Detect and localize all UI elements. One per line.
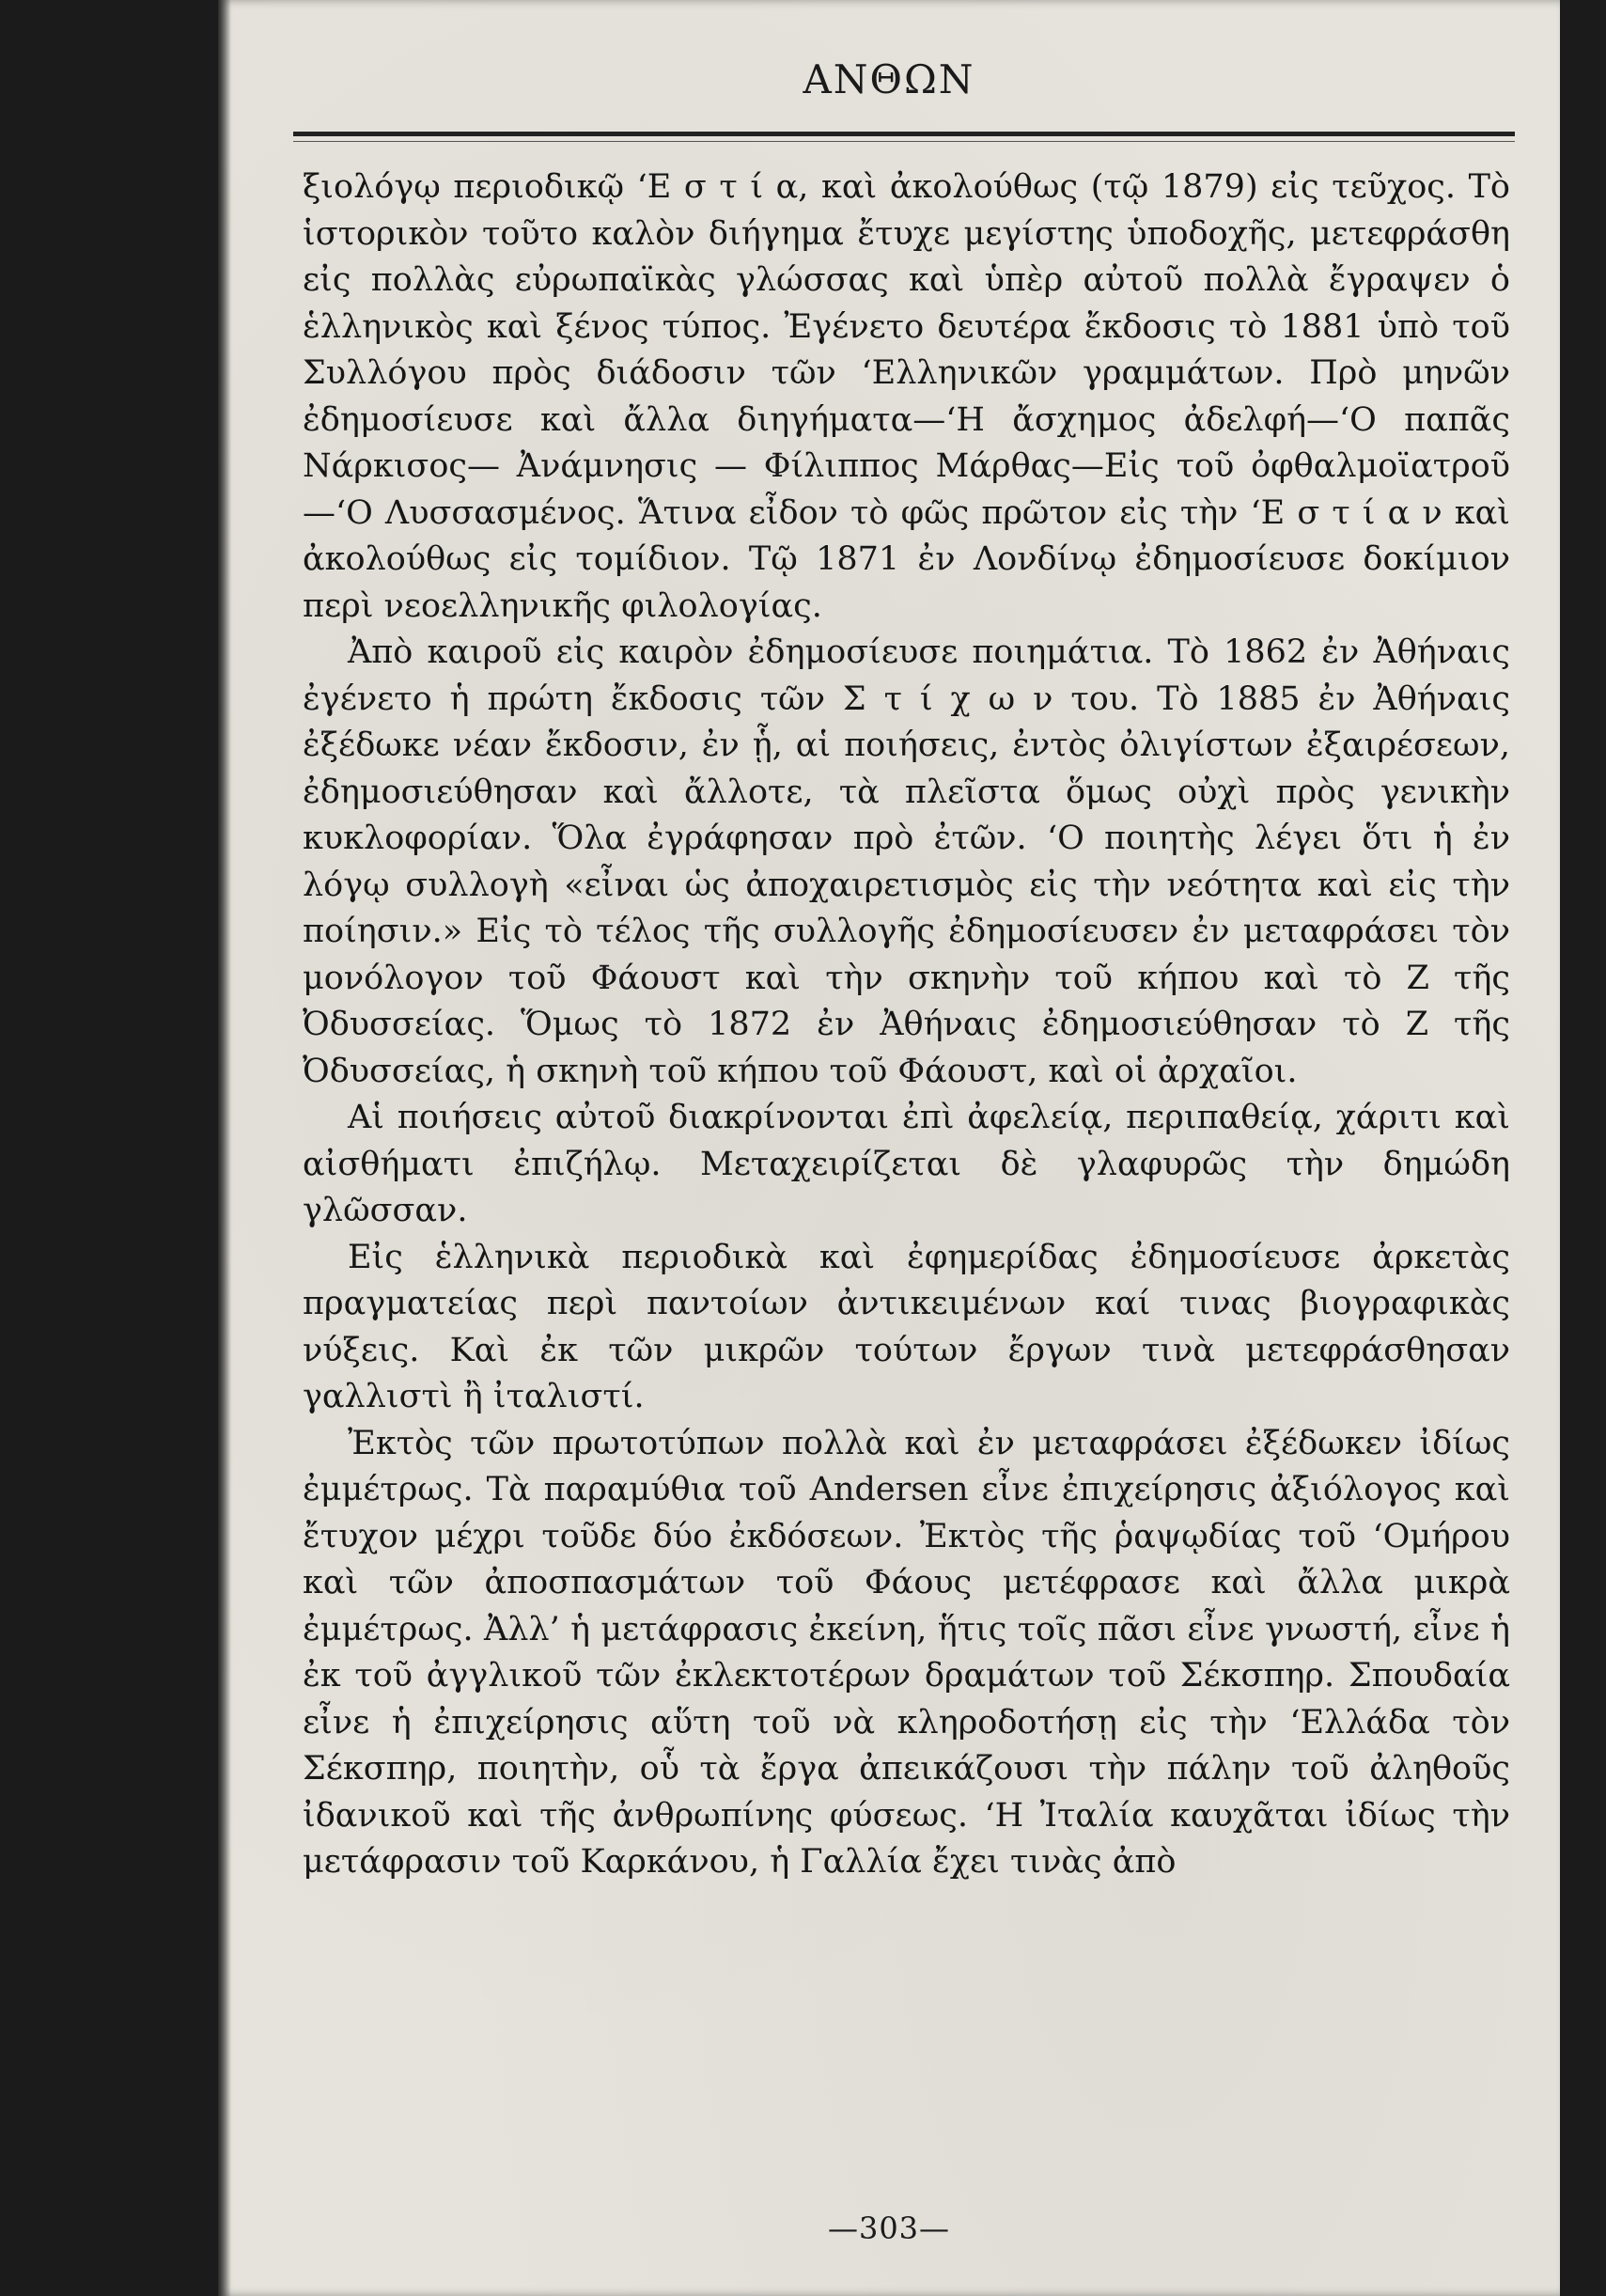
paragraph-2: Ἀπὸ καιροῦ εἰς καιρὸν ἐδημοσίευσε ποιημάτια. Τὸ 1862 ἐν Ἀθήναις ἐγένετο ἡ πρώτη ἔκδοσις τῶν Σ τ ί χ ω ν του. Τὸ 1885 ἐν Ἀθήναις ἐξέδωκε νέαν ἔκδοσιν, ἐν ᾗ, αἱ ποιήσεις, ἐντὸς ὀλιγίστων ἐξαιρέσεων, ἐδημοσιεύθησαν καὶ ἄλλοτε, τὰ πλεῖστα ὅμως οὐχὶ πρὸς γενικὴν κυκλοφορίαν. Ὅλα ἐγράφησαν πρὸ ἐτῶν. ‘Ο ποιητὴς λέγει ὅτι ἡ ἐν λόγῳ συλλογὴ «εἶναι ὡς ἀποχαιρετισμὸς εἰς τὴν νεότητα καὶ εἰς τὴν ποίησιν.» Εἰς τὸ τέλος τῆς συλλογῆς ἐδημοσίευσεν ἐν μεταφράσει τὸν μονόλογον τοῦ Φάουστ καὶ τὴν σκηνὴν τοῦ κήπου καὶ τὸ Ζ τῆς Ὀδυσσείας. Ὅμως τὸ 1872 ἐν Ἀθήναις ἐδημοσιεύθησαν τὸ Ζ τῆς Ὀδυσσείας, ἡ σκηνὴ τοῦ κήπου τοῦ Φάουστ, καὶ οἱ ἀρχαῖοι. — [303, 633, 1510, 1090]
book-page — [218, 0, 1560, 2296]
body-text — [303, 164, 1510, 1886]
header-rule — [293, 132, 1515, 136]
binding-shadow — [218, 0, 231, 2296]
paragraph-5: Ἐκτὸς τῶν πρωτοτύπων πολλὰ καὶ ἐν μεταφράσει ἐξέδωκεν ἰδίως ἐμμέτρως. Τὰ παραμύθια τοῦ Andersen εἶνε ἐπιχείρησις ἀξιόλογος καὶ ἔτυχον μέχρι τοῦδε δύο ἐκδόσεων. Ἐκτὸς τῆς ῥαψῳδίας τοῦ ‘Ομήρου καὶ τῶν ἀποσπασμάτων τοῦ Φάους μετέφρασε καὶ ἄλλα μικρὰ ἐμμέτρως. Ἀλλ’ ἡ μετάφρασις ἐκείνη, ἥτις τοῖς πᾶσι εἶνε γνωστή, εἶνε ἡ ἐκ τοῦ ἀγγλικοῦ τῶν ἐκλεκτοτέρων δραμάτων τοῦ Σέκσπηρ. Σπουδαία εἶνε ἡ ἐπιχείρησις αὕτη τοῦ νὰ κληροδοτήσῃ εἰς τὴν ‘Ελλάδα τὸν Σέκσπηρ, ποιητὴν, οὗ τὰ ἔργα ἀπεικάζουσι τὴν πάλην τοῦ ἀληθοῦς ἰδανικοῦ καὶ τῆς ἀνθρωπίνης φύσεως. ‘Η Ἰταλία καυχᾶται ἰδίως τὴν μετάφρασιν τοῦ Καρκάνου, ἡ Γαλλία ἔχει τινὰς ἀπὸ — [303, 1424, 1510, 1881]
paragraph-4: Εἰς ἑλληνικὰ περιοδικὰ καὶ ἐφημερίδας ἐδημοσίευσε ἀρκετὰς πραγματείας περὶ παντοίων ἀντικειμένων καί τινας βιογραφικὰς νύξεις. Καὶ ἐκ τῶν μικρῶν τούτων ἔργων τινὰ μετεφράσθησαν γαλλιστὶ ἢ ἰταλιστί. — [303, 1238, 1510, 1415]
paragraph-3: Αἱ ποιήσεις αὐτοῦ διακρίνονται ἐπὶ ἀφελείᾳ, περιπαθείᾳ, χάριτι καὶ αἰσθήματι ἐπιζήλῳ. Μεταχειρίζεται δὲ γλαφυρῶς τὴν δημώδη γλῶσσαν. — [303, 1099, 1510, 1229]
running-head: ΑΝΘΩΝ — [803, 56, 975, 102]
paragraph-1: ξιολόγῳ περιοδικῷ ‘Ε σ τ ί α, καὶ ἀκολούθως (τῷ 1879) εἰς τεῦχος. Τὸ ἱστορικὸν τοῦτο καλὸν διήγημα ἔτυχε μεγίστης ὑποδοχῆς, μετεφράσθη εἰς πολλὰς εὐρωπαϊκὰς γλώσσας καὶ ὑπὲρ αὐτοῦ πολλὰ ἔγραψεν ὁ ἑλληνικὸς καὶ ξένος τύπος. Ἐγένετο δευτέρα ἔκδοσις τὸ 1881 ὑπὸ τοῦ Συλλόγου πρὸς διάδοσιν τῶν ‘Ελληνικῶν γραμμάτων. Πρὸ μηνῶν ἐδημοσίευσε καὶ ἄλλα διηγήματα—‘Η ἄσχημος ἀδελφή—‘Ο παπᾶς Νάρκισος— Ἀνάμνησις — Φίλιππος Μάρθας—Εἰς τοῦ ὀφθαλμοϊατροῦ—‘Ο Λυσσασμένος. Ἅτινα εἶδον τὸ φῶς πρῶτον εἰς τὴν ‘Ε σ τ ί α ν καὶ ἀκολούθως εἰς τομίδιον. Τῷ 1871 ἐν Λονδίνῳ ἐδημοσίευσε δοκίμιον περὶ νεοελληνικῆς φιλολογίας. — [303, 168, 1510, 625]
header-rule-thin — [293, 141, 1515, 142]
page-number: —303— — [827, 2210, 951, 2246]
